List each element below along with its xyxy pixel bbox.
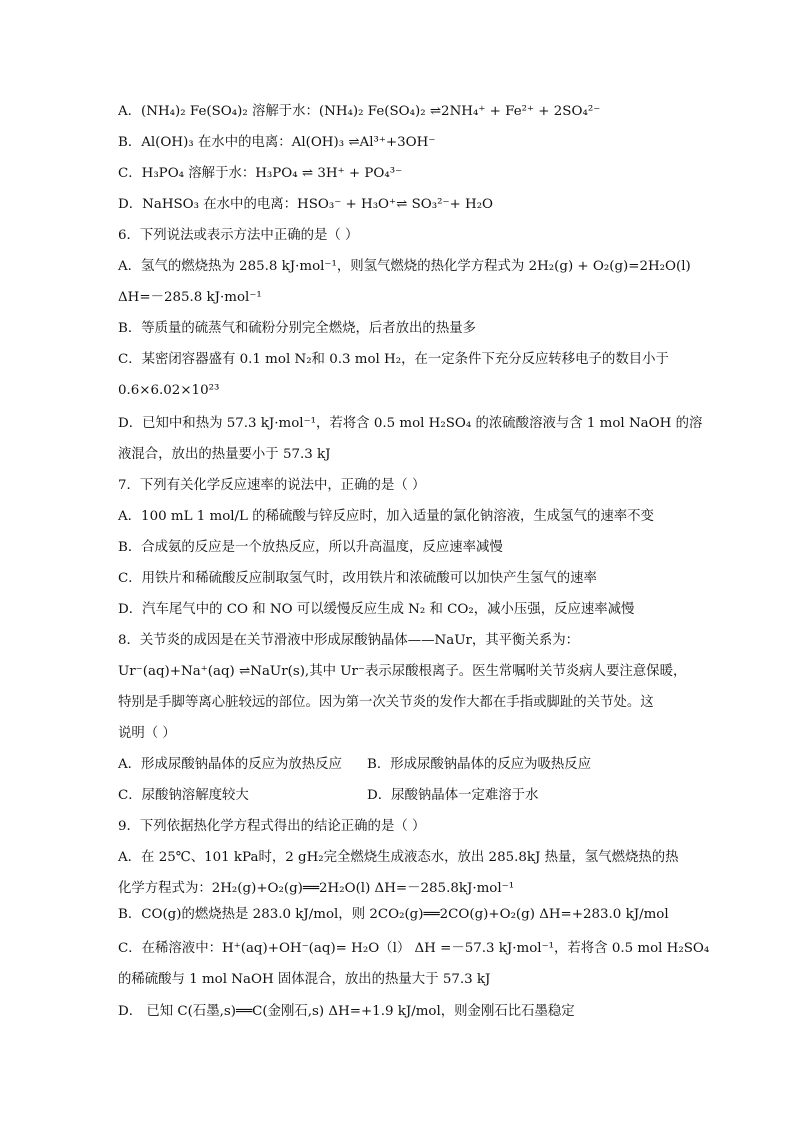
q9-stem: 9．下列依据热化学方程式得出的结论正确的是（ ）: [118, 819, 426, 834]
q6-stem: 6．下列说法或表示方法中正确的是（ ）: [118, 228, 359, 243]
q9-option-c-cont: 的稀硫酸与 1 mol NaOH 固体混合，放出的热量大于 57.3 kJ: [118, 972, 491, 987]
q5-option-b: B．Al(OH)₃ 在水中的电离：Al(OH)₃ ⇌Al³⁺+3OH⁻: [118, 135, 436, 150]
q8-stem-cont-2: 特别是手脚等离心脏较远的部位。因为第一次关节炎的发作大都在手指或脚趾的关节处。这: [118, 695, 654, 710]
q8-stem-cont-3: 说明（ ）: [118, 726, 176, 741]
q6-option-a-cont: ΔH=－285.8 kJ·mol⁻¹: [118, 290, 262, 305]
q6-option-d: D．已知中和热为 57.3 kJ·mol⁻¹，若将含 0.5 mol H₂SO₄ 的浓硫酸溶液与含 1 mol NaOH 的溶: [118, 416, 703, 431]
q7-option-a: A．100 mL 1 mol/L 的稀硫酸与锌反应时，加入适量的氯化钠溶液，生成氢气的速率不变: [118, 509, 654, 524]
q8-option-c: C．尿酸钠溶解度较大: [118, 788, 249, 803]
q9-option-a-cont: 化学方程式为：2H₂(g)+O₂(g)══2H₂O(l) ΔH=－285.8kJ·mol⁻¹: [118, 881, 515, 896]
q8-option-d: D．尿酸钠晶体一定难溶于水: [367, 788, 539, 803]
q8-option-a: A．形成尿酸钠晶体的反应为放热反应: [118, 757, 342, 772]
q7-option-b: B．合成氨的反应是一个放热反应，所以升高温度，反应速率减慢: [118, 540, 503, 555]
q8-stem: 8．关节炎的成因是在关节滑液中形成尿酸钠晶体——NaUr，其平衡关系为：: [118, 633, 580, 648]
q6-option-a: A．氢气的燃烧热为 285.8 kJ·mol⁻¹，则氢气燃烧的热化学方程式为 2H₂(g) + O₂(g)=2H₂O(l): [118, 259, 691, 274]
q5-option-c: C．H₃PO₄ 溶解于水：H₃PO₄ ⇌ 3H⁺ + PO₄³⁻: [118, 166, 403, 181]
q9-option-d: D． 已知 C(石墨,s)══C(金刚石,s) ΔH=+1.9 kJ/mol，则金刚石比石墨稳定: [118, 1004, 575, 1019]
q8-stem-cont-1: Ur⁻(aq)+Na⁺(aq) ⇌NaUr(s),其中 Ur⁻表示尿酸根离子。医生常嘱咐关节炎病人要注意保暖，: [118, 664, 687, 679]
q9-option-b: B．CO(g)的燃烧热是 283.0 kJ/mol，则 2CO₂(g)══2CO(g)+O₂(g) ΔH=+283.0 kJ/mol: [118, 907, 669, 922]
q6-option-d-cont: 液混合，放出的热量要小于 57.3 kJ: [118, 447, 331, 462]
q7-option-c: C．用铁片和稀硫酸反应制取氢气时，改用铁片和浓硫酸可以加快产生氢气的速率: [118, 571, 597, 586]
q6-option-c: C．某密闭容器盛有 0.1 mol N₂和 0.3 mol H₂，在一定条件下充分反应转移电子的数目小于: [118, 352, 669, 367]
q7-stem: 7．下列有关化学反应速率的说法中，正确的是（ ）: [118, 478, 426, 493]
q5-option-a: A．(NH₄)₂ Fe(SO₄)₂ 溶解于水：(NH₄)₂ Fe(SO₄)₂ ⇌2NH₄⁺ + Fe²⁺ + 2SO₄²⁻: [118, 104, 601, 119]
q7-option-d: D．汽车尾气中的 CO 和 NO 可以缓慢反应生成 N₂ 和 CO₂，减小压强，反应速率减慢: [118, 602, 635, 617]
q6-option-c-cont: 0.6×6.02×10²³: [118, 383, 220, 398]
q6-option-b: B．等质量的硫蒸气和硫粉分别完全燃烧，后者放出的热量多: [118, 321, 476, 336]
q8-option-b: B．形成尿酸钠晶体的反应为吸热反应: [367, 757, 592, 772]
q9-option-c: C．在稀溶液中：H⁺(aq)+OH⁻(aq)= H₂O（l） ΔH =－57.3 kJ·mol⁻¹，若将含 0.5 mol H₂SO₄: [118, 941, 710, 956]
q9-option-a: A．在 25℃、101 kPa时，2 gH₂完全燃烧生成液态水，放出 285.8kJ 热量，氢气燃烧热的热: [118, 850, 679, 865]
q5-option-d: D．NaHSO₃ 在水中的电离：HSO₃⁻ + H₃O⁺⇌ SO₃²⁻+ H₂O: [118, 197, 494, 212]
